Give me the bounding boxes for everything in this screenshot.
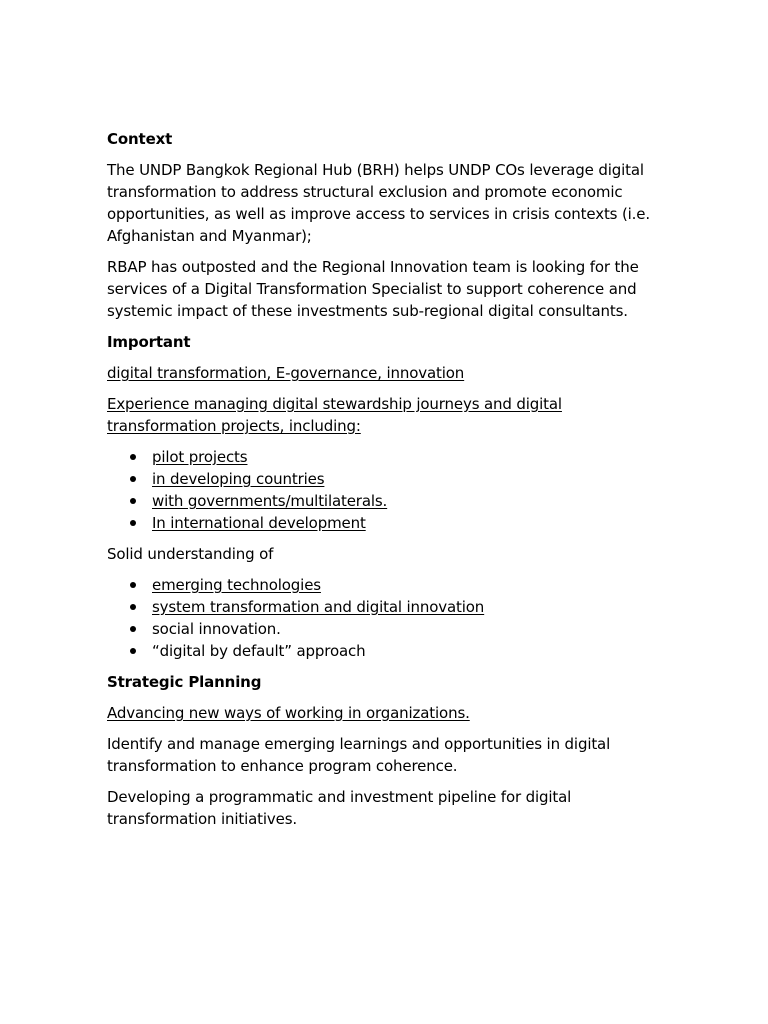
experience-intro: Experience managing digital stewardship journeys and digital transformation projects, including: — [107, 395, 562, 435]
list-item — [107, 468, 667, 490]
understanding-intro: Solid understanding of — [107, 545, 274, 563]
bullet-icon — [130, 604, 136, 610]
experience-list — [107, 446, 667, 534]
strategic-paragraph-pipeline: Developing a programmatic and investment pipeline for digital transformation initiatives. — [107, 788, 572, 828]
bullet-icon — [130, 626, 136, 632]
bullet-icon — [130, 648, 136, 654]
list-item — [107, 512, 667, 534]
context-heading: Context — [107, 130, 173, 148]
list-item-text: system transformation and digital innovation — [152, 598, 485, 616]
list-item-text: emerging technologies — [152, 576, 321, 594]
list-item — [107, 574, 667, 596]
document-page — [107, 128, 667, 839]
strategic-paragraph-learnings: Identify and manage emerging learnings and opportunities in digital transformation to enhance program coherence. — [107, 735, 611, 775]
list-item — [107, 490, 667, 512]
bullet-icon — [130, 476, 136, 482]
understanding-list — [107, 574, 667, 662]
context-paragraph-rbap: RBAP has outposted and the Regional Innovation team is looking for the services of a Digital Transformation Specialist to support coherence and systemic impact of these investments sub-regional digital consultants. — [107, 258, 639, 320]
list-item — [107, 446, 667, 468]
list-item — [107, 596, 667, 618]
list-item-text: “digital by default” approach — [152, 642, 366, 660]
bullet-icon — [130, 520, 136, 526]
list-item-text: In international development — [152, 514, 366, 532]
list-item-text: in developing countries — [152, 470, 325, 488]
important-keywords: digital transformation, E-governance, innovation — [107, 364, 465, 382]
list-item-text: social innovation. — [152, 620, 281, 638]
list-item — [107, 618, 667, 640]
strategic-planning-heading: Strategic Planning — [107, 673, 262, 691]
list-item-text: with governments/multilaterals. — [152, 492, 388, 510]
bullet-icon — [130, 498, 136, 504]
list-item — [107, 640, 667, 662]
bullet-icon — [130, 454, 136, 460]
list-item-text: pilot projects — [152, 448, 248, 466]
strategic-line-new-ways: Advancing new ways of working in organizations. — [107, 704, 470, 722]
bullet-icon — [130, 582, 136, 588]
important-heading: Important — [107, 333, 191, 351]
context-paragraph-brh: The UNDP Bangkok Regional Hub (BRH) helps UNDP COs leverage digital transformation to address structural exclusion and promote economic opportunities, as well as improve access to services in crisis contexts (i.e. Afghanistan and Myanmar); — [107, 161, 650, 245]
